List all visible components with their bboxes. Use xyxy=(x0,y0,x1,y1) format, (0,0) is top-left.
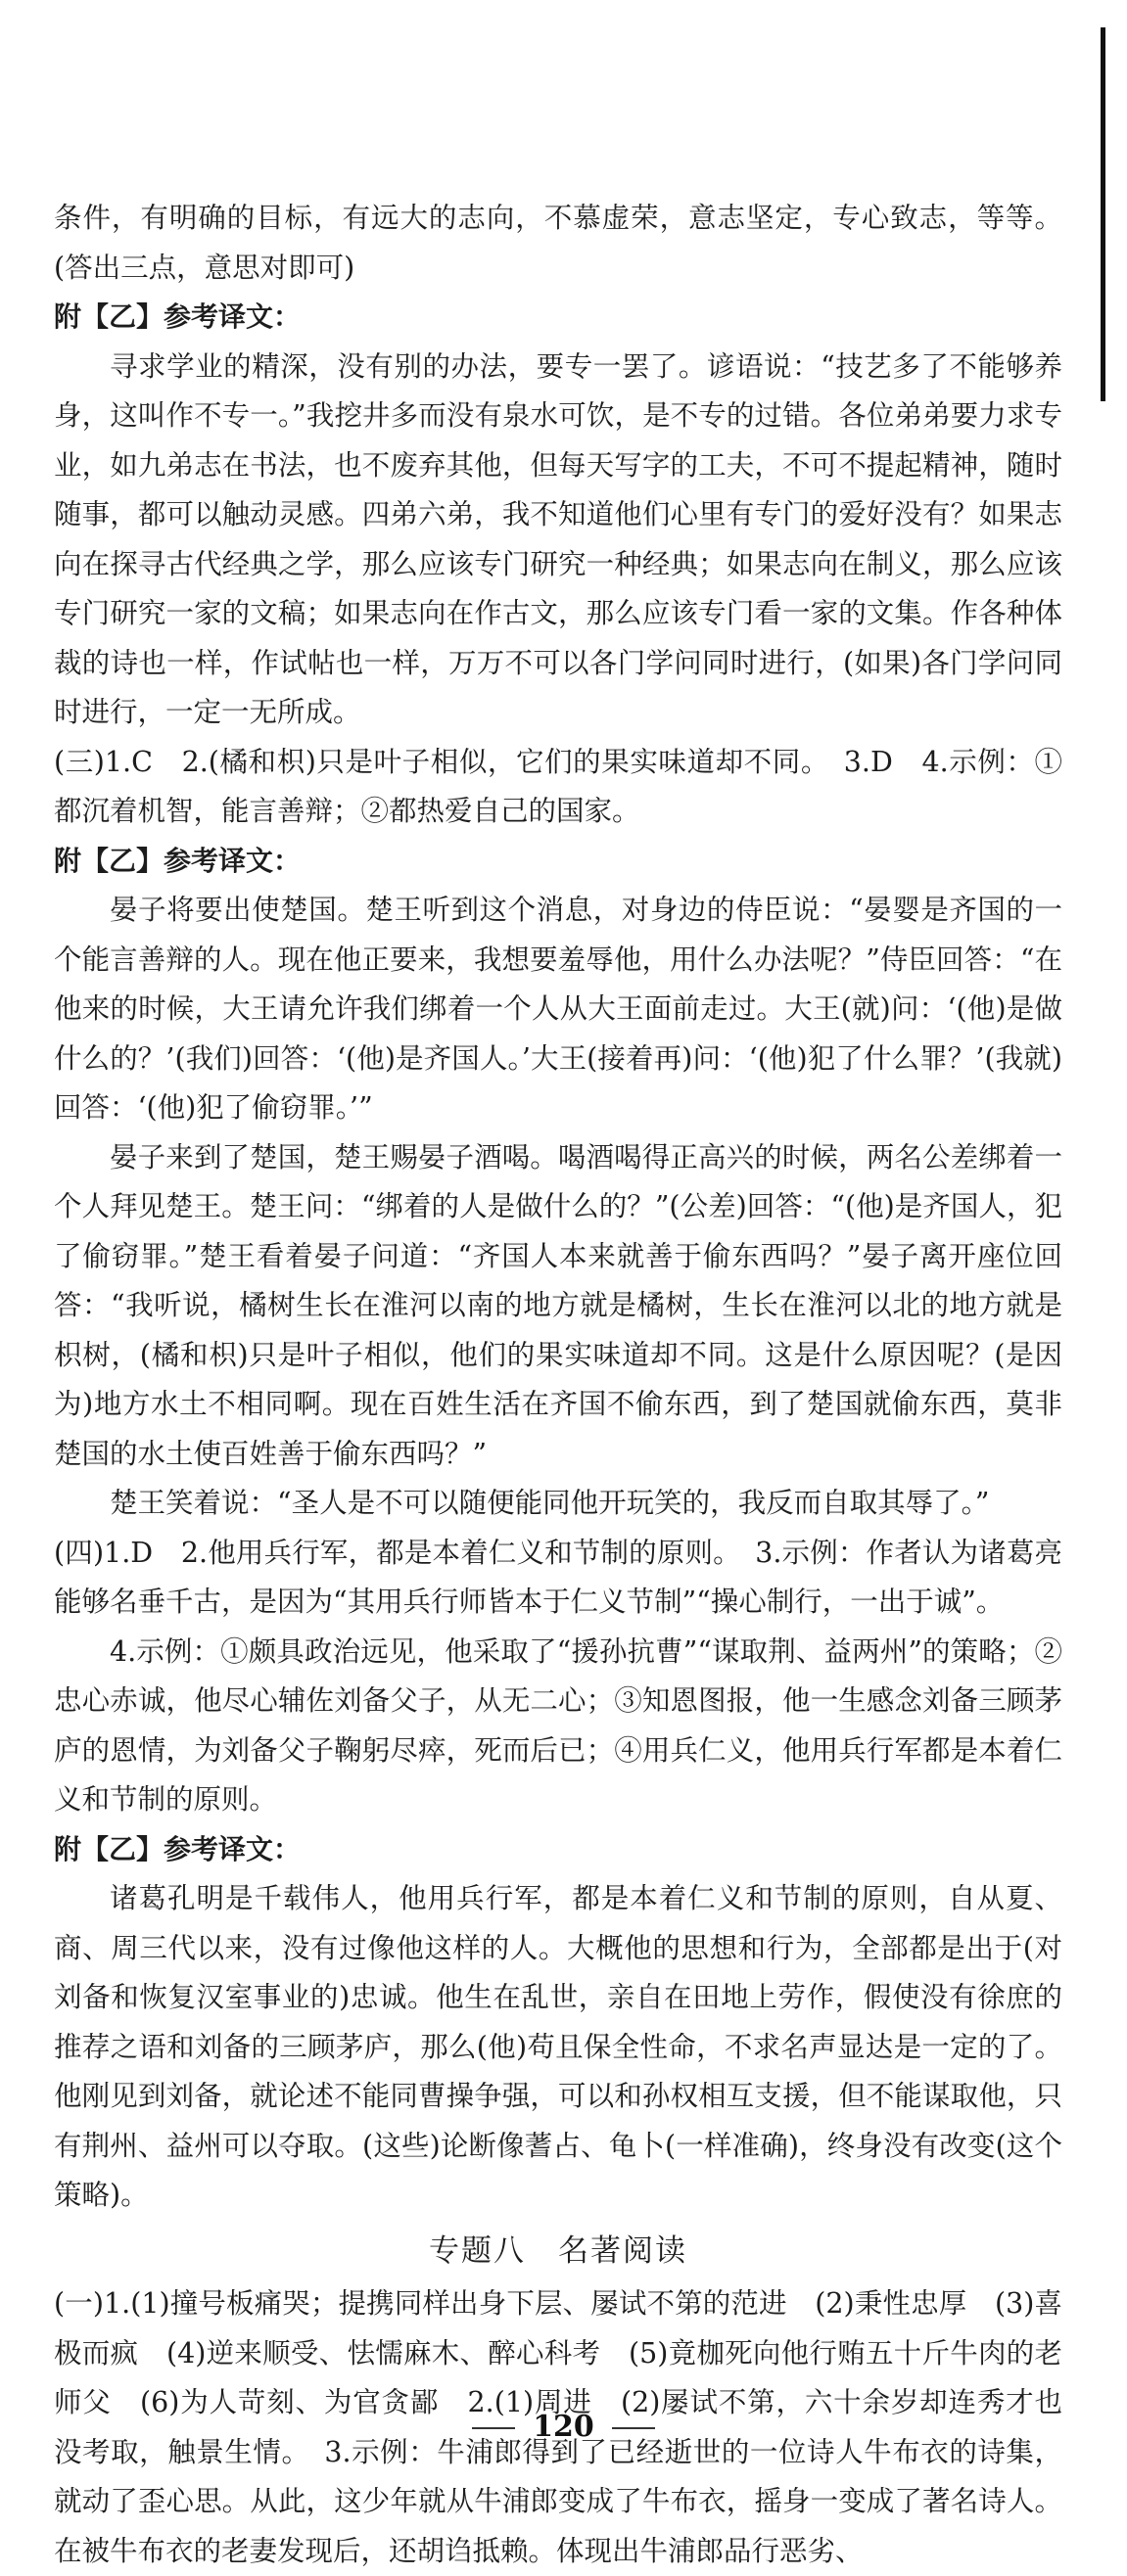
paragraph-answers-section-4-item-4: 4.示例：①颇具政治远见，他采取了“援孙抗曹”“谋取荆、益两州”的策略；②忠心赤诚，他尽心辅佐刘备父子，从无二心；③知恩图报，他一生感念刘备三顾茅庐的恩情，为刘备父子鞠躬尽瘁，死而后已；④用兵仁义，他用兵行军都是本着仁义和节制的原则。 xyxy=(54,1634,1062,1816)
answer-page xyxy=(54,194,1062,2576)
paragraph-translation-2a: 晏子将要出使楚国。楚王听到这个消息，对身边的侍臣说：“晏婴是齐国的一个能言善辩的人。现在他正要来，我想要羞辱他，用什么办法呢？”侍臣回答：“在他来的时候，大王请允许我们绑着一个人从大王面前走过。大王(就)问：‘(他)是做什么的？’(我们)回答：‘(他)是齐国人。’大王(接着再)问：‘(他)犯了什么罪？’(我就)回答：‘(他)犯了偷窃罪。’” xyxy=(54,894,1062,1124)
paragraph-answers-section-3: (三)1.C 2.(橘和枳)只是叶子相似，它们的果实味道却不同。 3.D 4.示例：①都沉着机智，能言善辩；②都热爱自己的国家。 xyxy=(54,745,1062,827)
page-number: 120 xyxy=(533,2410,594,2444)
paragraph-translation-1: 寻求学业的精深，没有别的办法，要专一罢了。谚语说：“技艺多了不能够养身，这叫作不专一。”我挖井多而没有泉水可饮，是不专的过错。各位弟弟要力求专业，如九弟志在书法，也不废弃其他，但每天写字的工夫，不可不提起精神，随时随事，都可以触动灵感。四弟六弟，我不知道他们心里有专门的爱好没有？如果志向在探寻古代经典之学，那么应该专门研究一种经典；如果志向在制义，那么应该专门研究一家的文稿；如果志向在作古文，那么应该专门看一家的文集。作各种体裁的诗也一样，作试帖也一样，万万不可以各门学问同时进行，(如果)各门学问同时进行，一定一无所成。 xyxy=(54,349,1062,728)
section-title: 专题八 名著阅读 xyxy=(429,2232,687,2269)
page-number-footer xyxy=(0,2410,1127,2444)
right-dash xyxy=(612,2427,655,2429)
translation-heading-3: 附【乙】参考译文： xyxy=(54,1832,302,1865)
paragraph-translation-2b: 晏子来到了楚国，楚王赐晏子酒喝。喝酒喝得正高兴的时候，两名公差绑着一个人拜见楚王。楚王问：“绑着的人是做什么的？”(公差)回答：“(他)是齐国人，犯了偷窃罪。”楚王看着晏子问道：“齐国人本来就善于偷东西吗？”晏子离开座位回答：“我听说，橘树生长在淮河以南的地方就是橘树，生长在淮河以北的地方就是枳树，(橘和枳)只是叶子相似，他们的果实味道却不同。这是什么原因呢？(是因为)地方水土不相同啊。现在百姓生活在齐国不偷东西，到了楚国就偷东西，莫非楚国的水土使百姓善于偷东西吗？” xyxy=(54,1140,1062,1470)
paragraph-translation-2c: 楚王笑着说：“圣人是不可以随便能同他开玩笑的，我反而自取其辱了。” xyxy=(110,1487,990,1519)
paragraph-answers-topic-8: (一)1.(1)撞号板痛哭；提携同样出身下层、屡试不第的范进 (2)秉性忠厚 (3)喜极而疯 (4)逆来顺受、怯懦麻木、醉心科考 (5)竟枷死向他行贿五十斤牛肉的老师父 (6)为人苛刻、为官贪鄙 2.(1)周进 (2)屡试不第，六十余岁却连秀才也没考取，触景生情。 3.示例：牛浦郎得到了已经逝世的一位诗人牛布衣的诗集，就动了歪心思。从此，这少年就从牛浦郎变成了牛布衣，摇身一变成了著名诗人。在被牛布衣的老妻发现后，还胡诌抵赖。体现出牛浦郎品行恶劣、 xyxy=(54,2287,1062,2567)
translation-heading-1: 附【乙】参考译文： xyxy=(54,300,302,333)
paragraph-translation-3: 诸葛孔明是千载伟人，他用兵行军，都是本着仁义和节制的原则，自从夏、商、周三代以来，没有过像他这样的人。大概他的思想和行为，全部都是出于(对刘备和恢复汉室事业的)忠诚。他生在乱世，亲自在田地上劳作，假使没有徐庶的推荐之语和刘备的三顾茅庐，那么(他)苟且保全性命，不求名声显达是一定的了。他刚见到刘备，就论述不能同曹操争强，可以和孙权相互支援，但不能谋取他，只有荆州、益州可以夺取。(这些)论断像蓍占、龟卜(一样准确)，终身没有改变(这个策略)。 xyxy=(54,1882,1062,2211)
binding-edge-bar xyxy=(1101,27,1105,401)
translation-heading-2: 附【乙】参考译文： xyxy=(54,844,302,877)
paragraph-answer-conditions: 条件，有明确的目标，有远大的志向，不慕虚荣，意志坚定，专心致志，等等。(答出三点，意思对即可) xyxy=(54,202,1062,284)
paragraph-answers-section-4: (四)1.D 2.他用兵行军，都是本着仁义和节制的原则。 3.示例：作者认为诸葛亮能够名垂千古，是因为“其用兵行师皆本于仁义节制”“操心制行，一出于诚”。 xyxy=(54,1536,1062,1618)
left-dash xyxy=(472,2427,515,2429)
